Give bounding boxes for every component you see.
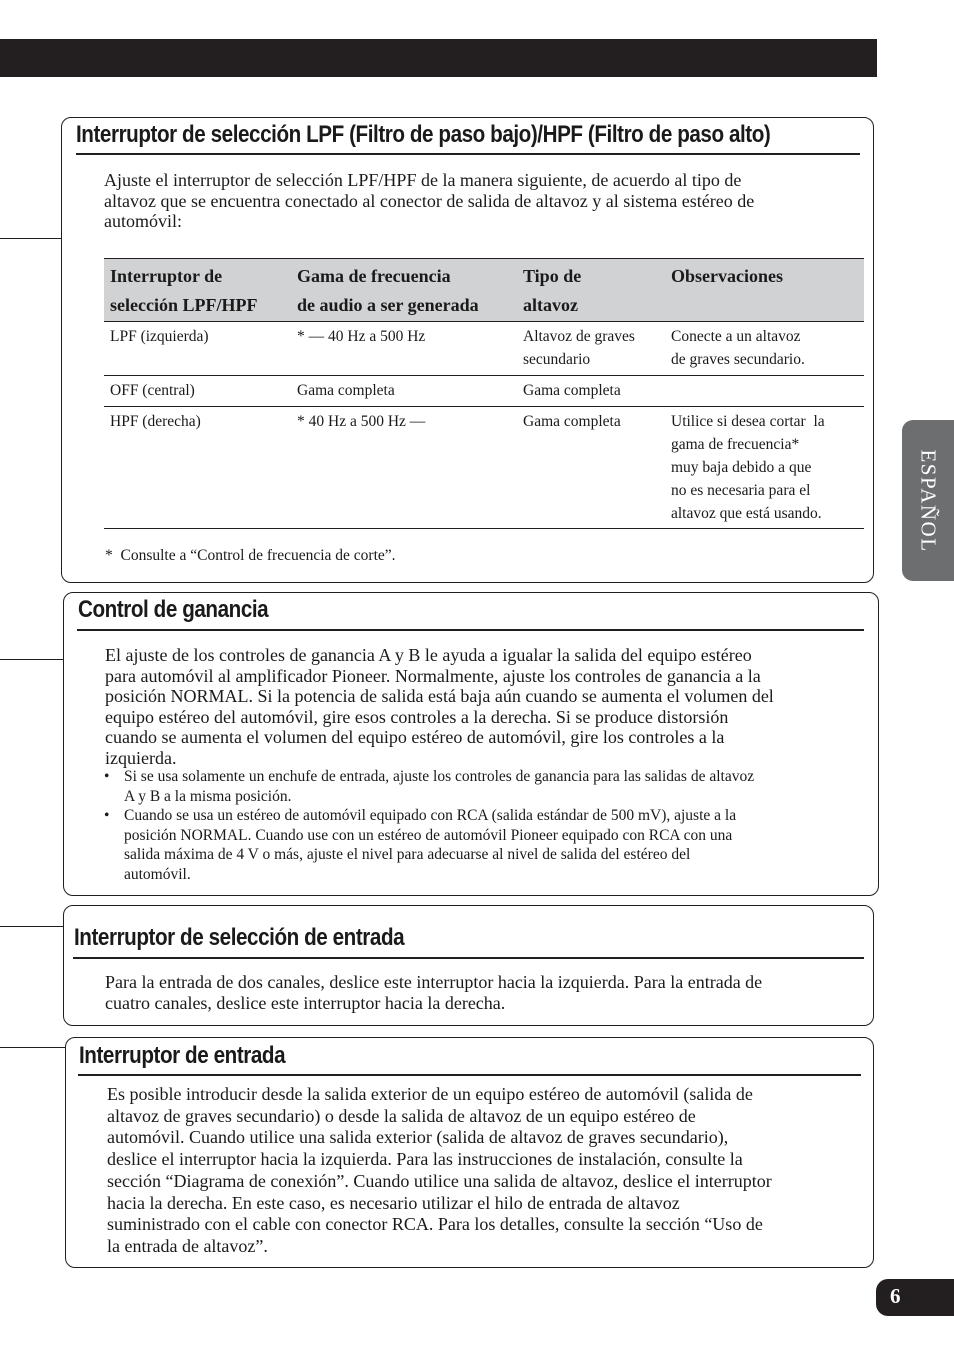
title-underline [77,629,864,631]
list-item: • Cuando se usa un estéreo de automóvil equipado con RCA (salida estándar de 500 mV), ajuste a la posición NORMAL. Cuando use con un estéreo de automóvil Pioneer equipado con RCA con una salida máxima de 4 V o más, ajuste el nivel para adecuarse al nivel de salida del estéreo del automóvil. [104,806,874,884]
header-bar [0,39,877,77]
table-row [104,407,864,529]
section-leader-line [0,238,62,239]
input-switch-body [107,1084,872,1258]
cell-switch: OFF (central) [104,376,291,407]
text-line: automóvil: [104,211,182,232]
text-line: cuando se aumenta el volumen del equipo estéreo de automóvil, gire los controles a la [105,727,725,748]
text-line: Para la entrada de dos canales, deslice este interruptor hacia la izquierda. Para la entrada de [105,972,763,992]
table-row [104,376,864,407]
text-line: sección “Diagrama de conexión”. Cuando utilice una salida de altavoz, deslice el interruptor [107,1170,772,1191]
table-header-row [104,259,864,322]
column-header-speaker: Tipo de altavoz [517,259,665,322]
cell-speaker: Gama completa [517,376,665,407]
text-line: Ajuste el interruptor de selección LPF/HPF de la manera siguiente, de acuerdo al tipo de [104,170,742,190]
text-line: automóvil. Cuando utilice una salida exterior (salida de altavoz de graves secundario), [107,1127,729,1148]
text-line: altavoz de graves secundario) o desde la salida de altavoz de un equipo estéreo de [107,1105,696,1126]
text-line: cuatro canales, deslice este interruptor hacia la derecha. [105,992,506,1013]
cell-notes [665,376,864,407]
gain-bullet-list [104,767,874,884]
lpf-hpf-intro [104,170,869,232]
cell-switch: HPF (derecha) [104,407,291,529]
section-leader-line [0,926,64,927]
text-line: suministrado con el cable con conector RCA. Para los detalles, consulte la sección “Uso de [107,1214,763,1235]
text-line: la entrada de altavoz”. [107,1235,268,1256]
text-line: equipo estéreo del automóvil, gire esos controles a la derecha. Si se produce distorsión [105,706,729,727]
section-title-input-switch: Interruptor de entrada [79,1042,286,1069]
cell-notes: Conecte a un altavoz de graves secundario. [665,322,864,376]
title-underline [78,1074,861,1076]
cell-range: Gama completa [291,376,517,407]
list-item: • Si se usa solamente un enchufe de entrada, ajuste los controles de ganancia para las salidas de altavoz A y B a la misma posición. [104,767,874,806]
cell-speaker: Altavoz de graves secundario [517,322,665,376]
gain-body [105,645,875,769]
lpf-hpf-table [104,258,864,529]
table-row [104,322,864,376]
column-header-notes: Observaciones [665,259,864,322]
text-line: izquierda. [105,747,177,768]
text-line: deslice el interruptor hacia la izquierda. Para las instrucciones de instalación, consulte la [107,1149,743,1170]
column-header-switch: Interruptor de selección LPF/HPF [104,259,291,322]
cell-range: * — 40 Hz a 500 Hz [291,322,517,376]
text-line: altavoz que se encuentra conectado al conector de salida de altavoz y al sistema estéreo de [104,190,755,211]
cell-range: * 40 Hz a 500 Hz — [291,407,517,529]
section-leader-line [0,659,64,660]
column-header-range: Gama de frecuencia de audio a ser generada [291,259,517,322]
section-title-gain: Control de ganancia [78,596,269,623]
text-line: Es posible introducir desde la salida exterior de un equipo estéreo de automóvil (salida de [107,1084,753,1104]
page-number: 6 [890,1284,901,1308]
cell-speaker: Gama completa [517,407,665,529]
text-line: El ajuste de los controles de ganancia A y B le ayuda a igualar la salida del equipo estéreo [105,645,752,665]
section-title-lpf-hpf: Interruptor de selección LPF (Filtro de paso bajo)/HPF (Filtro de paso alto) [76,121,771,148]
language-tab-label: ESPAÑOL [916,448,941,553]
page-number-badge [876,1279,954,1316]
input-select-body [105,972,870,1013]
cell-notes: Utilice si desea cortar la gama de frecuencia* muy baja debido a que no es necesaria para el altavoz que está usando. [665,407,864,529]
title-underline [73,957,864,959]
text-line: posición NORMAL. Si la potencia de salida está baja aún cuando se aumenta el volumen del [105,686,774,707]
text-line: para automóvil al amplificador Pioneer. Normalmente, ajuste los controles de ganancia a la [105,665,761,686]
section-title-input-select: Interruptor de selección de entrada [74,924,405,951]
language-tab [902,420,954,581]
text-line: hacia la derecha. En este caso, es necesario utilizar el hilo de entrada de altavoz [107,1192,680,1213]
table-footnote: * Consulte a “Control de frecuencia de corte”. [105,547,396,564]
cell-switch: LPF (izquierda) [104,322,291,376]
section-leader-line [0,1047,66,1048]
title-underline [76,153,860,155]
